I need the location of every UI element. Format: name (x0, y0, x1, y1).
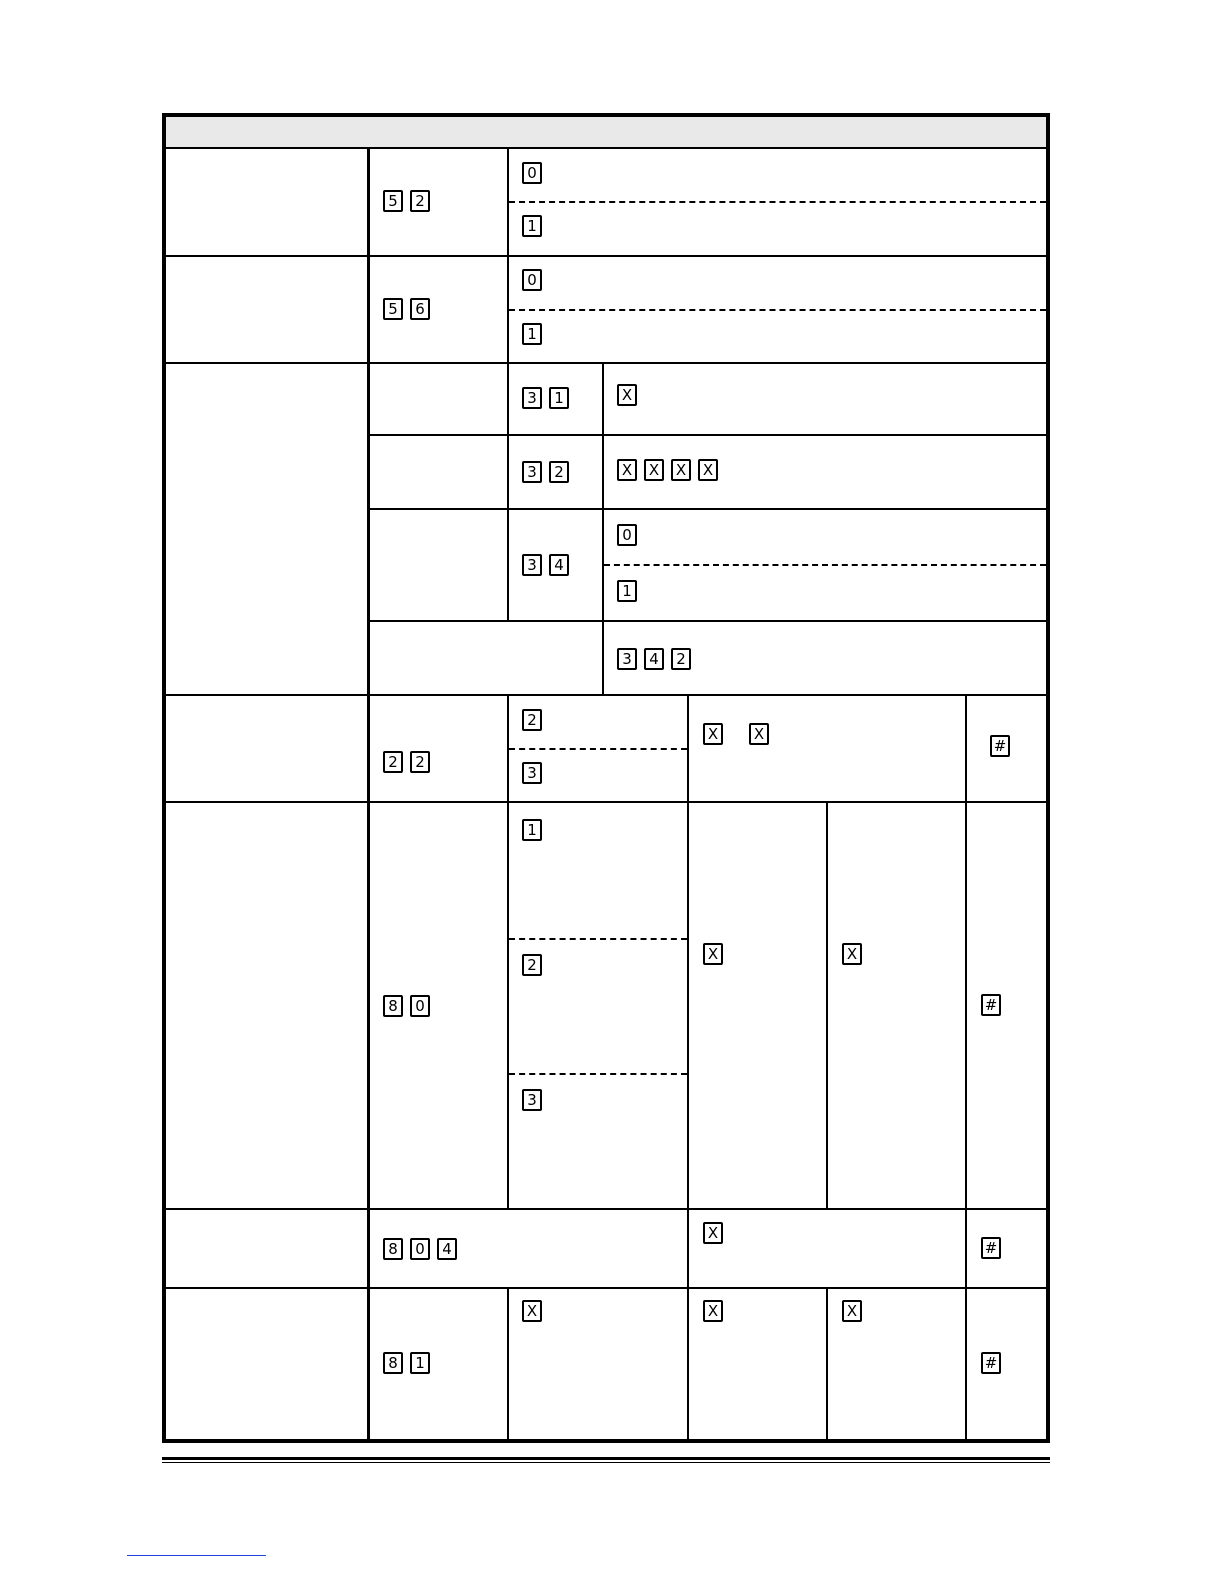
end-key (981, 994, 1001, 1016)
key: X (703, 723, 723, 745)
option-key (617, 580, 637, 602)
key: 3 (617, 648, 637, 670)
key: 2 (410, 751, 430, 773)
key: X (644, 459, 664, 481)
key: X (522, 1300, 542, 1322)
value-keys (703, 723, 769, 745)
key: 1 (522, 215, 542, 237)
option-key (522, 762, 542, 784)
key: 0 (410, 1238, 430, 1260)
key: 5 (383, 298, 403, 320)
key: 2 (671, 648, 691, 670)
option-key (617, 524, 637, 546)
key: 0 (410, 995, 430, 1017)
code-keys-31 (522, 387, 569, 409)
value-keys (703, 1300, 723, 1322)
key: X (617, 384, 637, 406)
key: 3 (522, 461, 542, 483)
value-keys (703, 943, 723, 965)
footer-rule-thin (162, 1462, 1050, 1463)
value-keys (842, 1300, 862, 1322)
key: X (671, 459, 691, 481)
code-keys-80 (383, 995, 430, 1017)
code-keys-34 (522, 554, 569, 576)
option-key (522, 323, 542, 345)
key: # (981, 1352, 1001, 1374)
key: X (698, 459, 718, 481)
key: 1 (549, 387, 569, 409)
code-keys-804 (383, 1238, 457, 1260)
key: X (842, 943, 862, 965)
key: 2 (522, 709, 542, 731)
key: 3 (522, 1089, 542, 1111)
key: 2 (522, 954, 542, 976)
option-key (522, 954, 542, 976)
key: # (981, 1237, 1001, 1259)
key: 6 (410, 298, 430, 320)
key: 1 (522, 323, 542, 345)
key: 5 (383, 190, 403, 212)
key: 2 (549, 461, 569, 483)
key: 0 (617, 524, 637, 546)
key: 3 (522, 554, 542, 576)
option-key (522, 215, 542, 237)
link-underline[interactable] (127, 1555, 266, 1556)
key: # (981, 994, 1001, 1016)
option-key (522, 709, 542, 731)
code-keys-52 (383, 190, 430, 212)
value-keys (617, 459, 718, 481)
key: 0 (522, 162, 542, 184)
programming-table (162, 113, 1050, 1443)
key: X (842, 1300, 862, 1322)
key: 2 (383, 751, 403, 773)
key: X (703, 1300, 723, 1322)
value-keys (703, 1222, 723, 1244)
code-keys-81 (383, 1352, 430, 1374)
key: 4 (549, 554, 569, 576)
value-keys (842, 943, 862, 965)
option-key (522, 1089, 542, 1111)
option-key (522, 269, 542, 291)
key: X (617, 459, 637, 481)
key: X (703, 943, 723, 965)
key: 3 (522, 387, 542, 409)
code-keys-56 (383, 298, 430, 320)
key: 3 (522, 762, 542, 784)
value-keys (522, 1300, 542, 1322)
key: 8 (383, 1352, 403, 1374)
key: 0 (522, 269, 542, 291)
key: 1 (522, 819, 542, 841)
key: 1 (410, 1352, 430, 1374)
code-keys-22 (383, 751, 430, 773)
key: 4 (644, 648, 664, 670)
end-key (981, 1352, 1001, 1374)
footer-rule (162, 1457, 1050, 1460)
key: # (990, 735, 1010, 757)
code-keys-32 (522, 461, 569, 483)
value-keys (617, 384, 637, 406)
option-key (522, 819, 542, 841)
key: 1 (617, 580, 637, 602)
key: 8 (383, 995, 403, 1017)
option-key (522, 162, 542, 184)
end-key (990, 735, 1010, 757)
key: 8 (383, 1238, 403, 1260)
key: X (703, 1222, 723, 1244)
end-key (981, 1237, 1001, 1259)
code-keys-342 (617, 648, 691, 670)
key: X (749, 723, 769, 745)
key: 2 (410, 190, 430, 212)
key: 4 (437, 1238, 457, 1260)
